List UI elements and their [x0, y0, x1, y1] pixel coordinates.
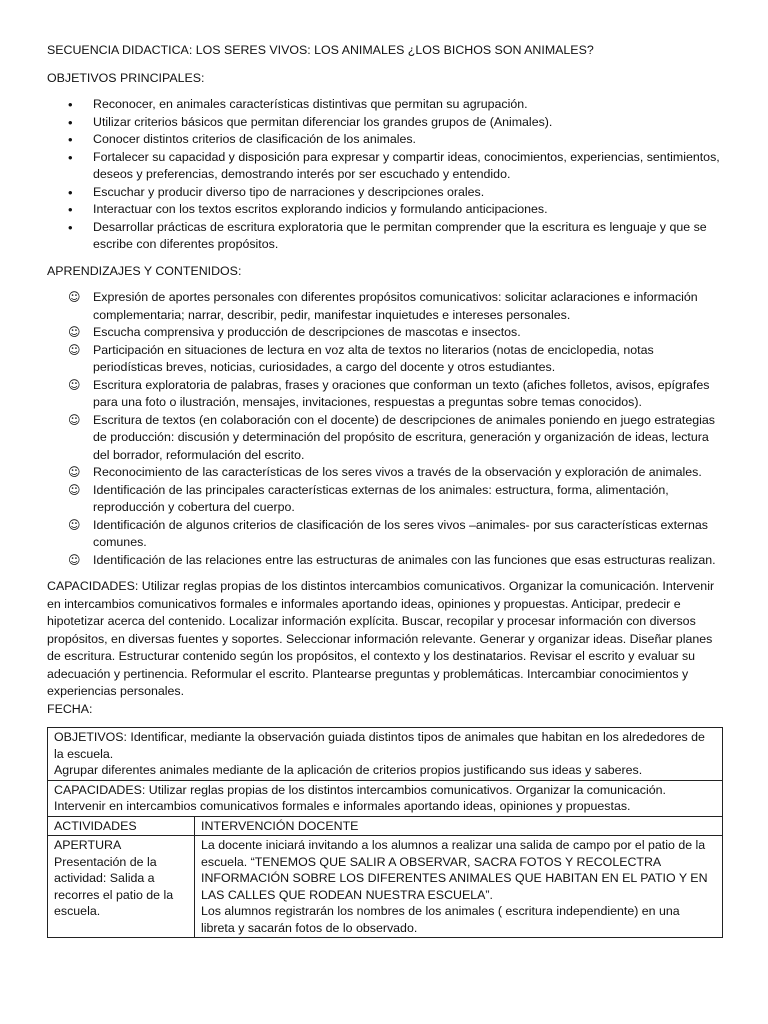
- list-item: ☺ Participación en situaciones de lectura en voz alta de textos no literarios (notas de enciclopedia, notas periodísticas breves, noticias, curiosidades, a cargo del docente y otros estudiantes.: [68, 342, 654, 374]
- column-header-actividades: ACTIVIDADES: [48, 816, 195, 836]
- bullet-icon: •: [68, 114, 73, 130]
- list-item: • Reconocer, en animales características distintivas que permitan su agrupación.: [68, 97, 528, 112]
- list-item: ☺ Escritura de textos (en colaboración con el docente) de descripciones de animales poniendo en juego estrategias de producción: discusión y determinación del propósito de escritura, generación y organización de ideas, lectura del borrador, reformulación del escrito.: [68, 412, 715, 462]
- smiley-icon: ☺: [68, 465, 81, 479]
- apertura-title: APERTURA: [54, 838, 122, 852]
- smiley-icon: ☺: [68, 290, 81, 304]
- list-item: ☺ Identificación de las relaciones entre las estructuras de animales con las funciones que esas estructuras realizan.: [47, 552, 724, 570]
- table-header-row: [48, 816, 723, 836]
- smiley-icon: ☺: [68, 325, 81, 339]
- smiley-icon: ☺: [68, 412, 81, 427]
- smiley-icon: ☺: [68, 552, 81, 567]
- objetivos-text: OBJETIVOS: Identificar, mediante la observación guiada distintos tipos de animales que habitan en los alrededores de la escuela.: [54, 730, 705, 761]
- bullet-icon: •: [68, 132, 73, 147]
- list-item: ☺ Escritura exploratoria de palabras, frases y oraciones que conforman un texto (afiches folletos, avisos, epígrafes para una foto o ilustración, mensajes, invitaciones, respuestas a preguntas sobre temas conocidos).: [68, 377, 710, 409]
- objetivos-text: Agrupar diferentes animales mediante de la aplicación de criterios propios justificando sus ideas y saberes.: [54, 763, 643, 777]
- intervencion-text: Los alumnos registrarán los nombres de los animales ( escritura independiente) en una libreta y sacarán fotos de lo observado.: [201, 904, 680, 935]
- objetivos-list: [47, 96, 724, 254]
- list-item: ☺ Identificación de las principales características externas de los animales: estructura, forma, alimentación, reproducción y cobertura del cuerpo.: [68, 482, 669, 514]
- smiley-icon: ☺: [68, 482, 81, 497]
- list-item: • Fortalecer su capacidad y disposición para expresar y compartir ideas, conocimientos, experiencias, sentimientos, deseos y preferencias, demostrando interés por ser escuchado y entendido.: [68, 149, 720, 181]
- column-header-intervencion: INTERVENCIÓN DOCENTE: [195, 816, 723, 836]
- list-item: • Conocer distintos criterios de clasificación de los animales.: [68, 132, 416, 147]
- fecha-label: FECHA:: [47, 701, 93, 716]
- bullet-icon: •: [68, 202, 73, 217]
- list-item: ☺ Reconocimiento de las características de los seres vivos a través de la observación y exploración de animales.: [47, 464, 724, 482]
- bullet-icon: •: [68, 97, 73, 112]
- list-item: • Interactuar con los textos escritos explorando indicios y formulando anticipaciones.: [68, 202, 548, 217]
- intervencion-text: La docente iniciará invitando a los alumnos a realizar una salida de campo por el patio de la escuela. “TENEMOS QUE SALIR A OBSERVAR, SACRA FOTOS Y RECOLECTRA INFORMACIÓN SOBRE LOS DIFERENTES ANIMALES QUE HABITAN EN EL PATIO Y EN LAS CALLES QUE RODEAN NUESTRA ESCUELA”.: [201, 838, 708, 902]
- smiley-icon: ☺: [68, 342, 81, 357]
- smiley-icon: ☺: [68, 517, 81, 532]
- list-item: • Utilizar criterios básicos que permitan diferenciar los grandes grupos de (Animales).: [68, 114, 553, 130]
- objetivos-heading: OBJETIVOS PRINCIPALES:: [47, 70, 205, 85]
- document-title: SECUENCIA DIDACTICA: LOS SERES VIVOS: LOS ANIMALES ¿LOS BICHOS SON ANIMALES?: [47, 43, 594, 57]
- apertura-description: Presentación de la actividad: Salida a recorres el patio de la escuela.: [54, 854, 174, 918]
- bullet-icon: •: [68, 149, 73, 165]
- list-item: ☺ Identificación de algunos criterios de clasificación de los seres vivos –animales- por sus características externas comunes.: [68, 517, 709, 549]
- intervencion-cell: [195, 836, 723, 938]
- table-row: [48, 780, 723, 816]
- capacidades-paragraph: CAPACIDADES: Utilizar reglas propias de los distintos intercambios comunicativos. Organizar la comunicación. Intervenir en intercambios comunicativos formales e informales aportando ideas, opiniones y propuestas. Anticipar, predecir e hipotetizar acerca del contenido. Localizar información explícita. Buscar, recopilar y procesar información con diversos propósitos, en diversas fuentes y soportes. Seleccionar información relevante. Generar y organizar ideas. Diseñar planes de escritura. Estructurar contenido según los propósitos, el contexto y los destinatarios. Revisar el escrito y evaluar su adecuación y pertinencia. Reformular el escrito. Plantearse preguntas y problemáticas. Intercambiar conocimientos y experiencias personales.: [47, 579, 715, 698]
- list-item: ☺ Expresión de aportes personales con diferentes propósitos comunicativos: solicitar aclaraciones e información complementaria; narrar, describir, pedir, manifestar inquietudes e intereses personales.: [68, 290, 698, 322]
- smiley-icon: ☺: [68, 377, 81, 392]
- table-row: [48, 728, 723, 781]
- aprendizajes-list: [47, 289, 724, 569]
- objetivos-cell: [48, 728, 723, 781]
- list-item: ☺ Escucha comprensiva y producción de descripciones de mascotas e insectos.: [47, 324, 724, 342]
- planning-table: [47, 727, 723, 938]
- list-item: • Desarrollar prácticas de escritura exploratoria que le permitan comprender que la escritura es lenguaje y que se escribe con diferentes propósitos.: [68, 219, 707, 251]
- list-item: • Escuchar y producir diverso tipo de narraciones y descripciones orales.: [68, 184, 485, 200]
- aprendizajes-heading: APRENDIZAJES Y CONTENIDOS:: [47, 263, 242, 278]
- actividad-cell: [48, 836, 195, 938]
- table-row: [48, 836, 723, 938]
- bullet-icon: •: [68, 219, 73, 235]
- capacidades-cell: CAPACIDADES: Utilizar reglas propias de los distintos intercambios comunicativos. Organizar la comunicación. Intervenir en intercambios comunicativos formales e informales aportando ideas, opiniones y propuestas.: [48, 780, 723, 816]
- bullet-icon: •: [68, 184, 73, 200]
